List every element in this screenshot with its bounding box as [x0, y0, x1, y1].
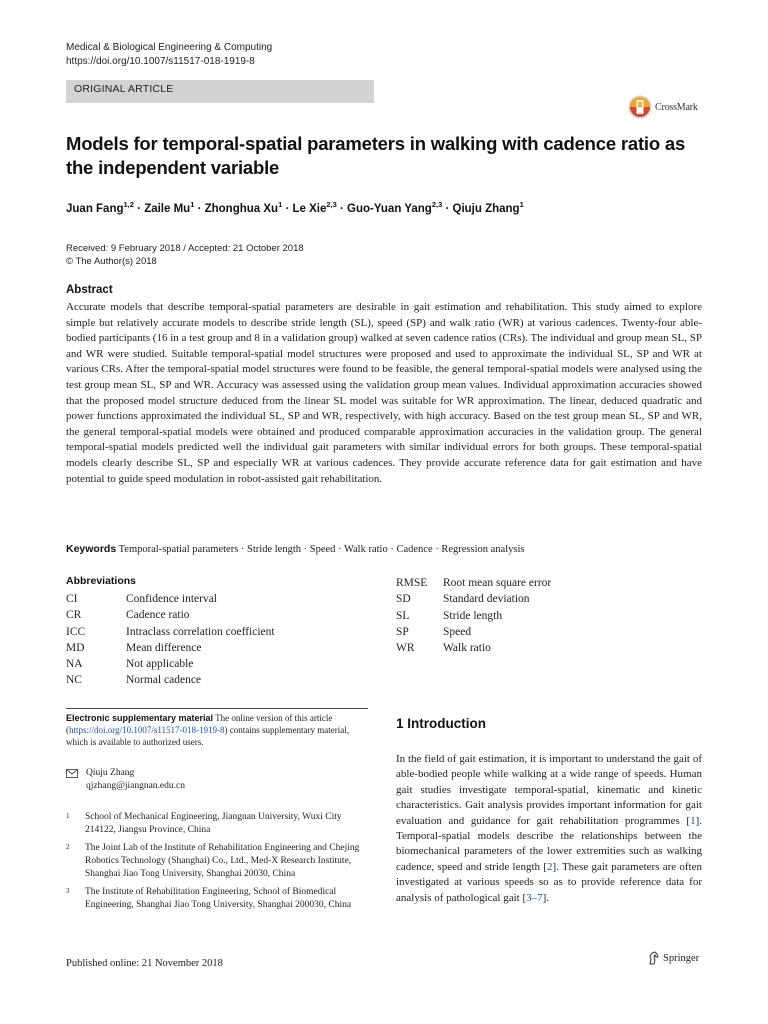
- abbreviation-value: Stride length: [443, 609, 503, 622]
- abbreviations-list-right: [396, 575, 551, 656]
- author-name[interactable]: Zaile Mu: [144, 203, 191, 215]
- journal-name: Medical & Biological Engineering & Computing: [66, 42, 273, 53]
- author-separator: ·: [194, 203, 205, 215]
- abbreviation-row: [396, 624, 551, 640]
- introduction-heading: 1 Introduction: [396, 716, 486, 731]
- author-affiliation: 2,3: [431, 200, 443, 209]
- correspondence-email[interactable]: qjzhang@jiangnan.edu.cn: [86, 781, 185, 791]
- abbreviation-value: Speed: [443, 625, 472, 638]
- correspondence-name: Qiuju Zhang: [86, 768, 135, 778]
- author-list: [66, 200, 524, 215]
- article-type-banner: ORIGINAL ARTICLE: [66, 80, 374, 103]
- supplementary-text: The online version of this article (: [66, 713, 333, 736]
- affiliation-text: School of Mechanical Engineering, Jiangnan University, Wuxi City 214122, Jiangsu Province, China: [85, 812, 342, 835]
- intro-text-part: ]. Temporal-spatial models describe the relationships between the biomechanical parameters of the lower extremities such as walking cadence, speed and stride length [: [396, 814, 702, 873]
- affiliation-1: [66, 811, 368, 837]
- abbreviation-row: [66, 607, 275, 623]
- abbreviation-value: Intraclass correlation coefficient: [126, 625, 275, 638]
- abbreviation-key: ICC: [66, 625, 86, 638]
- journal-header: [66, 41, 272, 69]
- published-date: Published online: 21 November 2018: [66, 958, 223, 969]
- abbreviation-value: Cadence ratio: [126, 609, 190, 622]
- abbreviations-heading: Abbreviations: [66, 575, 137, 587]
- abbreviation-key: NC: [66, 674, 82, 687]
- envelope-icon: [66, 769, 78, 778]
- article-dates: [66, 242, 304, 268]
- publisher-logo: [648, 951, 699, 965]
- supplementary-note: [66, 712, 368, 749]
- abbreviation-value: Normal cadence: [126, 674, 202, 687]
- abstract-text: Accurate models that describe temporal-spatial parameters are desirable in gait estimation and rehabilitation. This study aimed to explore simple but relatively accurate models to describe stride length (SL), speed (SP) and walk ratio (WR) at various cadences. Twenty-four able-bodied participants (16 in a test group and 8 in a validation group) walked at seven cadence ratios (CRs). The individual and group mean SL, SP and WR were studied. Suitable temporal-spatial model structures were proposed and used to approximate the individual SL, SP and WR at various CRs. After the temporal-spatial model structures were found to be feasible, the general temporal-spatial models were analysed using the test group mean SL, SP and WR. Accuracy was assessed using the validation group mean values. Individual approximation accuracies showed that the proposed model structure deduced from the linear SL model was suitable for WR approximation. The linear, deduced quadratic and power functions approximated the individual SL, SP and WR, respectively, with high accuracy. Based on the test group mean SL, SP and WR, the general temporal-spatial models were obtained and produced comparable approximation accuracies in the validation group. The general temporal-spatial models predicted well the individual gait parameters with similar individual errors for both groups. These temporal-spatial models clearly describe SL, SP and especially WR at various cadences. They provide accurate reference data for gait estimation and have potential to guide speed modulation in robot-assisted gait rehabilitation.: [66, 301, 702, 485]
- received-accepted: Received: 9 February 2018 / Accepted: 21 October 2018: [66, 243, 304, 254]
- author-name[interactable]: Le Xie: [292, 203, 327, 215]
- author-affiliation: 1: [278, 200, 283, 209]
- abbreviation-key: NA: [66, 658, 83, 671]
- abbreviation-row: [66, 624, 275, 640]
- abbreviation-row: [66, 640, 275, 656]
- article-doi[interactable]: https://doi.org/10.1007/s11517-018-1919-8: [66, 56, 255, 67]
- abbreviation-value: Not applicable: [126, 658, 194, 671]
- abbreviation-row: [396, 575, 551, 591]
- abbreviation-value: Confidence interval: [126, 593, 218, 605]
- supplementary-label: Electronic supplementary material: [66, 713, 214, 723]
- author-name[interactable]: Juan Fang: [66, 203, 124, 215]
- affiliation-number: 3: [66, 887, 70, 895]
- crossmark-icon: [628, 95, 652, 119]
- abbreviation-row: [66, 672, 275, 688]
- keywords-text: Temporal-spatial parameters · Stride length · Speed · Walk ratio · Cadence · Regression analysis: [118, 544, 525, 555]
- author-name[interactable]: Guo-Yuan Yang: [347, 203, 432, 215]
- author-separator: ·: [133, 203, 145, 215]
- author-separator: ·: [282, 203, 293, 215]
- affiliation-number: 1: [66, 812, 70, 820]
- keywords-label: Keywords: [66, 543, 117, 555]
- keywords: [66, 543, 524, 555]
- abbreviation-value: Standard deviation: [443, 593, 530, 606]
- abbreviation-key: WR: [396, 642, 415, 655]
- affiliation-2: [66, 842, 368, 881]
- citation-link[interactable]: 2: [546, 860, 553, 873]
- abbreviation-row: [66, 656, 275, 672]
- abbreviations-list-left: [66, 591, 275, 689]
- publisher-name: Springer: [663, 952, 700, 964]
- affiliation-number: 2: [66, 843, 70, 851]
- author-name[interactable]: Qiuju Zhang: [452, 203, 520, 215]
- correspondence-text: [86, 767, 185, 793]
- author-name[interactable]: Zhonghua Xu: [204, 203, 279, 215]
- abbreviation-key: RMSE: [396, 577, 428, 589]
- author-affiliation: 1: [519, 200, 524, 209]
- abbreviation-row: [396, 608, 551, 624]
- affiliation-text: The Joint Lab of the Institute of Rehabilitation Engineering and Chejing Robotics Technology (Shanghai) Co., Ltd., Med-X Research Institute, Shanghai Jiao Tong University, Shanghai 20030, China: [85, 843, 360, 879]
- abbreviation-key: CR: [66, 609, 82, 622]
- footnote-divider: [66, 708, 368, 709]
- supplementary-link[interactable]: https://doi.org/10.1007/s11517-018-1919-8: [69, 725, 225, 736]
- copyright-line: © The Author(s) 2018: [66, 256, 157, 267]
- supplementary-text-end: ) contains supplementary material, which is available to authorized users.: [66, 725, 349, 748]
- abbreviation-value: Mean difference: [126, 641, 202, 654]
- intro-text-part: In the field of gait estimation, it is important to understand the gait of able-bodied people while walking at a wide range of speeds. Human gait studies investigate temporal-spatial, kinematic and kinetic characteristics. Gait analysis provides important information for gait evaluation and guidance for gait rehabilitation programmes [: [396, 753, 702, 827]
- abbreviation-value: Root mean square error: [443, 577, 552, 589]
- abbreviation-row: [66, 591, 275, 607]
- abbreviation-row: [396, 640, 551, 656]
- intro-text-part: ].: [542, 891, 550, 904]
- correspondence: [66, 767, 368, 797]
- author-separator: ·: [442, 203, 453, 215]
- affiliation-3: [66, 886, 368, 912]
- abbreviation-key: SP: [396, 625, 409, 638]
- abstract-heading: Abstract: [66, 284, 113, 296]
- author-affiliation: 2,3: [326, 200, 337, 209]
- abbreviation-key: MD: [66, 641, 85, 654]
- crossmark-badge[interactable]: [628, 94, 698, 120]
- abbreviation-row: [396, 591, 551, 607]
- springer-horse-icon: [648, 951, 660, 965]
- crossmark-label: CrossMark: [655, 101, 698, 113]
- abbreviation-value: Walk ratio: [443, 642, 491, 655]
- intro-text-part: ]. These gait parameters are often investigated at various speeds so as to provide reference data for analysis of pathological gait [: [396, 860, 702, 904]
- paper-title: Models for temporal-spatial parameters in walking with cadence ratio as the independent variable: [66, 133, 686, 178]
- affiliation-text: The Institute of Rehabilitation Engineering, School of Biomedical Engineering, Shanghai Jiao Tong University, Shanghai 200030, China: [85, 887, 352, 910]
- abbreviation-key: CI: [66, 593, 78, 605]
- abbreviation-key: SL: [396, 609, 410, 622]
- author-affiliation: 1,2: [123, 200, 134, 209]
- citation-link[interactable]: 1: [690, 814, 696, 827]
- author-separator: ·: [336, 203, 348, 215]
- author-affiliation: 1: [190, 200, 195, 209]
- citation-link[interactable]: 3–7: [526, 891, 543, 904]
- abbreviation-key: SD: [396, 593, 411, 606]
- introduction-text: [396, 752, 702, 906]
